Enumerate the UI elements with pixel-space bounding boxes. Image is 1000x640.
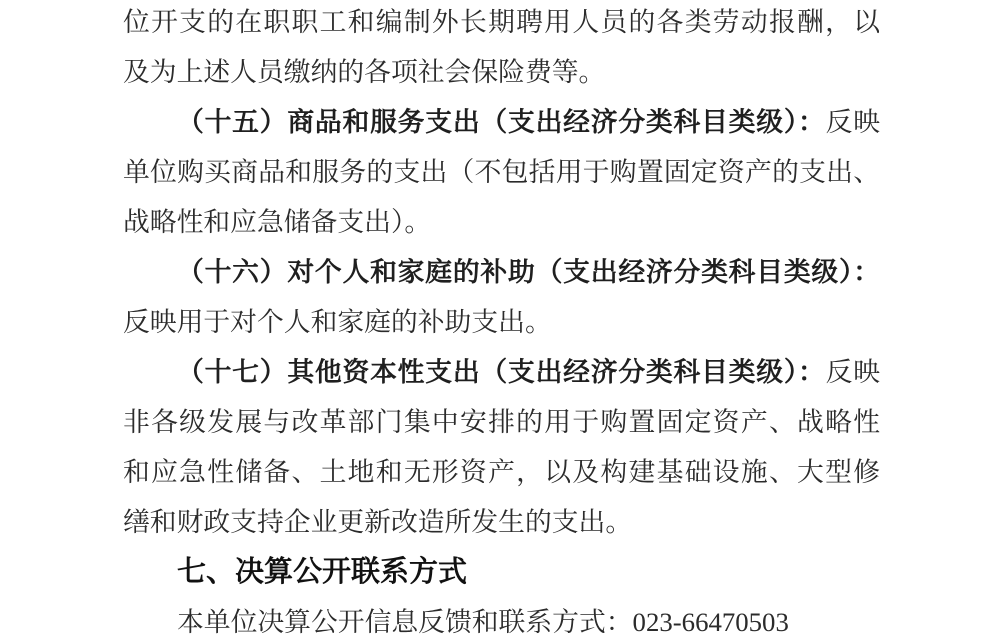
text-line <box>123 147 880 197</box>
subheading-bold-segment: （十六）对个人和家庭的补助（支出经济分类科目类级）： <box>177 257 880 287</box>
text-segment: 战略性和应急储备支出）。 <box>123 207 432 237</box>
text-line <box>123 497 880 547</box>
section-heading-text: 七、决算公开联系方式 <box>177 556 468 588</box>
text-line <box>123 47 880 97</box>
text-segment: 缮和财政支持企业更新改造所发生的支出。 <box>123 507 633 537</box>
subheading-bold-segment: （十五）商品和服务支出（支出经济分类科目类级）： <box>177 107 826 137</box>
text-segment: 和应急性储备、土地和无形资产，以及构建基础设施、大型修 <box>123 457 880 487</box>
text-line <box>123 197 880 247</box>
subheading-bold-segment: （十七）其他资本性支出（支出经济分类科目类级）： <box>177 357 826 387</box>
text-line <box>123 397 880 447</box>
text-line <box>123 0 880 47</box>
section-heading-contact <box>123 547 880 597</box>
text-segment: 非各级发展与改革部门集中安排的用于购置固定资产、战略性 <box>123 407 880 437</box>
text-line-subheading-15 <box>123 97 880 147</box>
text-segment: 反映 <box>825 357 880 387</box>
contact-info-text: 本单位决算公开信息反馈和联系方式：023-66470503 <box>177 607 789 637</box>
text-segment: 反映用于对个人和家庭的补助支出。 <box>123 307 552 337</box>
text-segment: 及为上述人员缴纳的各项社会保险费等。 <box>123 57 606 87</box>
text-segment: 位开支的在职职工和编制外长期聘用人员的各类劳动报酬，以 <box>123 7 880 37</box>
text-line <box>123 447 880 497</box>
text-line <box>123 297 880 347</box>
text-segment: 反映 <box>825 107 880 137</box>
text-line-contact-info <box>123 597 880 640</box>
text-line-subheading-17 <box>123 347 880 397</box>
text-line-subheading-16 <box>123 247 880 297</box>
text-segment: 单位购买商品和服务的支出（不包括用于购置固定资产的支出、 <box>123 157 880 187</box>
document-text-block <box>123 0 880 640</box>
